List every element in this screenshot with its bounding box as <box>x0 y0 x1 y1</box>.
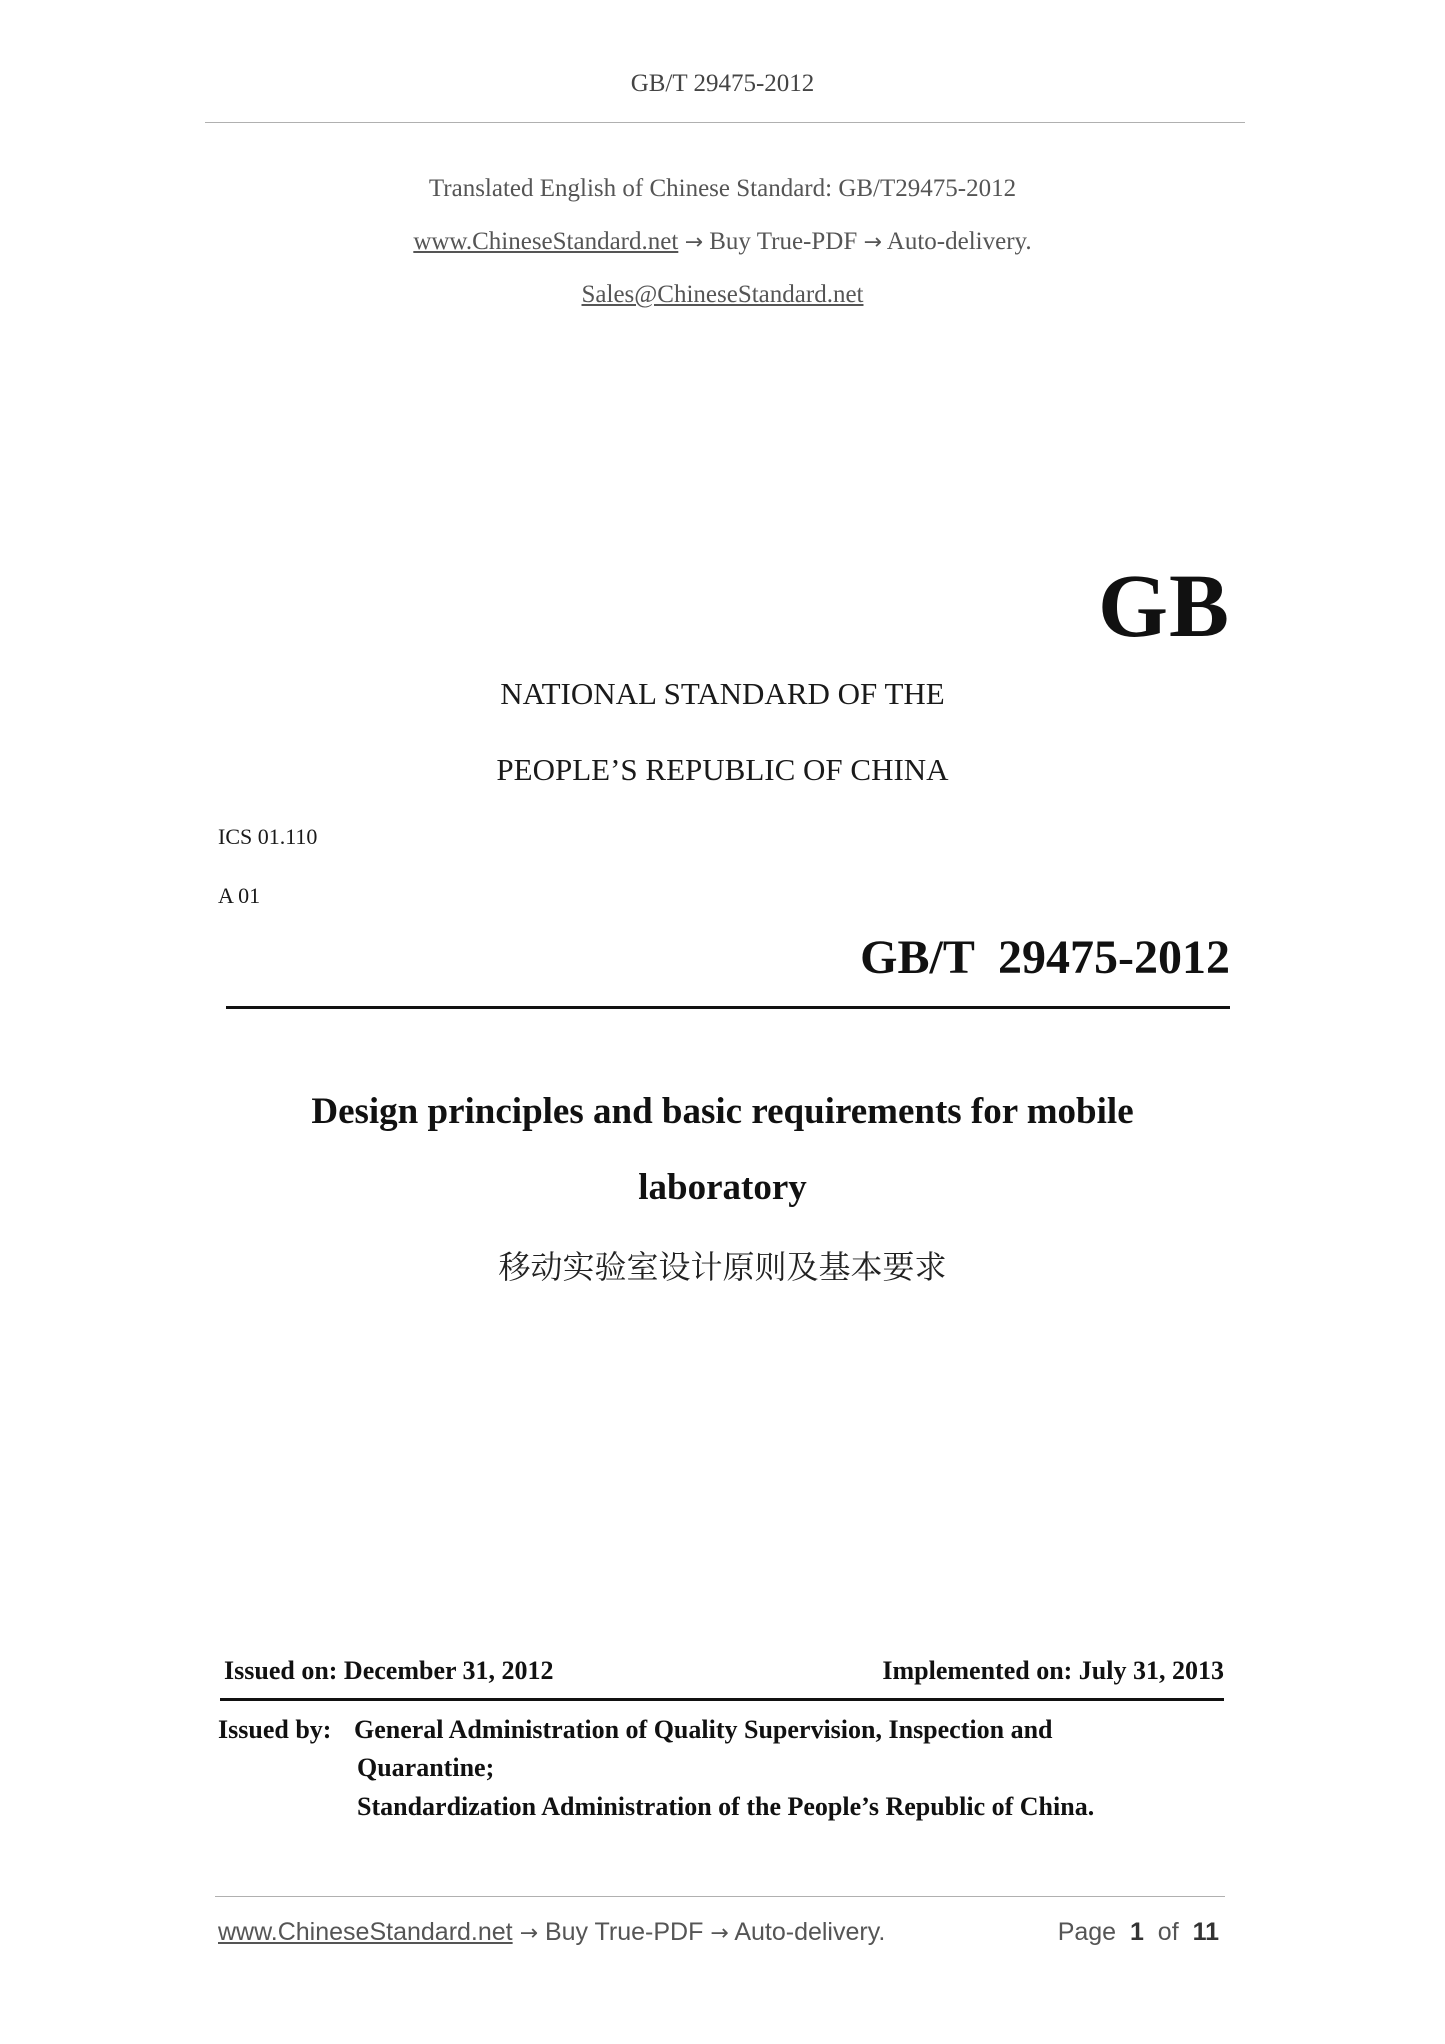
buy-pdf-text: Buy True-PDF <box>709 228 858 255</box>
issued-on-date: Issued on: December 31, 2012 <box>224 1656 554 1685</box>
arrow-right-icon: → <box>519 1921 539 1946</box>
page-total: 11 <box>1192 1918 1219 1946</box>
issuer-line3: Standardization Administration of the People’s Republic of China. <box>357 1792 1095 1821</box>
arrow-right-icon: → <box>863 230 882 255</box>
email-line <box>0 281 1445 309</box>
arrow-right-icon: → <box>684 230 703 255</box>
ics-code: ICS 01.110 <box>218 824 318 849</box>
page-label: Page <box>1057 1918 1117 1946</box>
page-indicator <box>1058 1918 1219 1947</box>
national-standard-line2: PEOPLE’S REPUBLIC OF CHINA <box>496 752 949 787</box>
sales-email-link[interactable]: Sales@ChineseStandard.net <box>581 281 864 308</box>
issue-divider <box>220 1698 1224 1701</box>
title-chinese: 移动实验室设计原则及基本要求 <box>498 1248 947 1286</box>
purchase-notice <box>0 228 1445 256</box>
arrow-right-icon: → <box>710 1921 729 1946</box>
gb-logo: GB <box>1097 557 1230 656</box>
national-standard-line1: NATIONAL STANDARD OF THE <box>500 676 945 711</box>
title-english-line1: Design principles and basic requirements for mobile <box>311 1091 1134 1132</box>
running-header: GB/T 29475-2012 <box>630 70 815 97</box>
header-divider <box>205 122 1245 123</box>
footer-purchase-notice <box>218 1918 885 1947</box>
page-current: 1 <box>1129 1918 1144 1946</box>
footer-buy-pdf-text: Buy True-PDF <box>544 1918 704 1946</box>
standard-number-divider <box>226 1006 1230 1009</box>
title-english-line2: laboratory <box>638 1167 807 1208</box>
ccs-code: A 01 <box>218 883 261 908</box>
issuer-line2: Quarantine; <box>357 1753 495 1782</box>
issued-by-label: Issued by: <box>218 1715 332 1744</box>
implemented-on-date: Implemented on: July 31, 2013 <box>882 1656 1224 1685</box>
footer-divider <box>215 1896 1225 1897</box>
issuer-line1: General Administration of Quality Supervision, Inspection and <box>354 1715 1053 1744</box>
of-label: of <box>1157 1918 1179 1946</box>
auto-delivery-text: Auto-delivery. <box>886 228 1032 255</box>
website-link[interactable]: www.ChineseStandard.net <box>413 228 679 255</box>
translation-notice: Translated English of Chinese Standard: GB/T29475-2012 <box>428 175 1017 202</box>
footer-website-link[interactable]: www.ChineseStandard.net <box>218 1918 513 1946</box>
standard-number: GB/T 29475-2012 <box>860 931 1230 984</box>
footer-auto-delivery-text: Auto-delivery. <box>734 1918 886 1946</box>
